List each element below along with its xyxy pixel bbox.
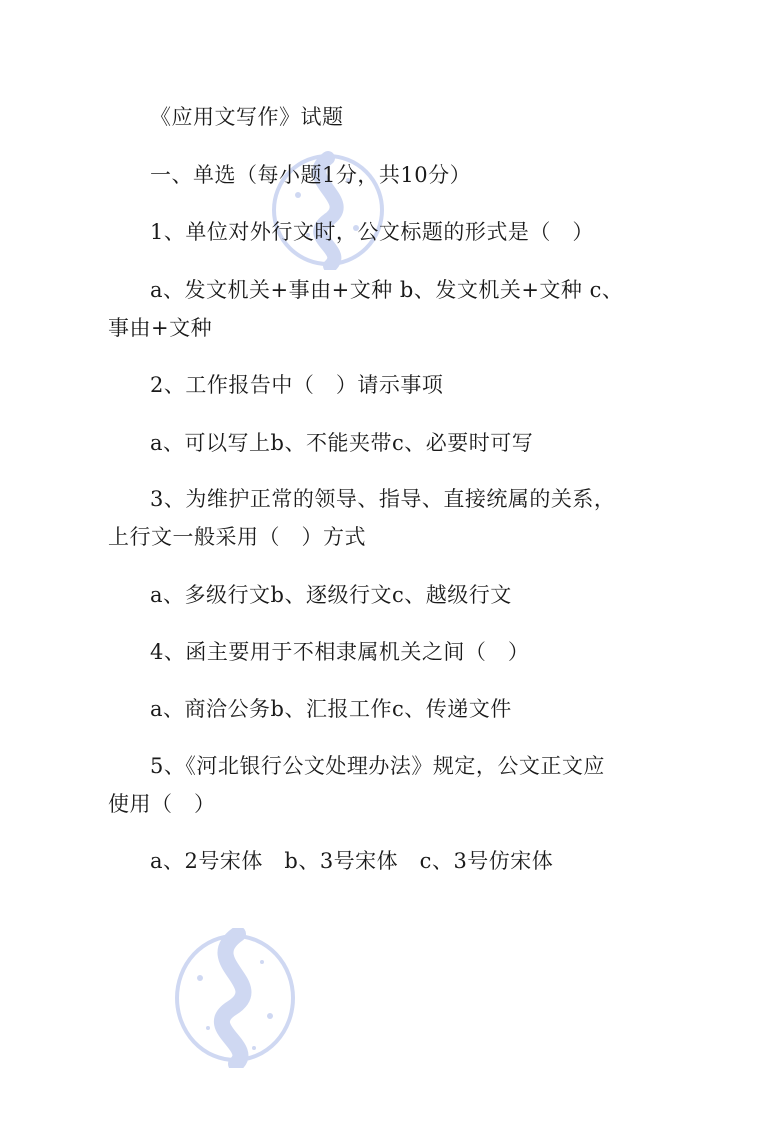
question-4: 4、函主要用于不相隶属机关之间（ ） — [150, 640, 530, 664]
question-1-options: a、发文机关+事由+文种 b、发文机关+文种 c、 — [150, 278, 624, 302]
question-4-options: a、商洽公务b、汇报工作c、传递文件 — [150, 697, 512, 721]
question-5-options: a、2号宋体 b、3号宋体 c、3号仿宋体 — [150, 849, 554, 873]
question-3: 3、为维护正常的领导、指导、直接统属的关系， — [150, 487, 616, 511]
watermark-logo-bottom — [170, 928, 300, 1068]
question-2-options: a、可以写上b、不能夹带c、必要时可写 — [150, 431, 534, 455]
question-1-options-cont: 事由+文种 — [108, 316, 213, 340]
question-3-options: a、多级行文b、逐级行文c、越级行文 — [150, 583, 512, 607]
section-heading: 一、单选（每小题1分，共10分） — [150, 163, 472, 187]
question-5: 5、《河北银行公文处理办法》规定，公文正文应 — [150, 754, 605, 778]
question-5-cont: 使用（ ） — [108, 792, 216, 816]
question-1: 1、单位对外行文时，公文标题的形式是（ ） — [150, 220, 594, 244]
question-3-cont: 上行文一般采用（ ）方式 — [108, 525, 366, 549]
question-2: 2、工作报告中（ ）请示事项 — [150, 373, 444, 397]
page-title: 《应用文写作》试题 — [150, 105, 344, 129]
watermark-seal-icon — [170, 928, 300, 1068]
